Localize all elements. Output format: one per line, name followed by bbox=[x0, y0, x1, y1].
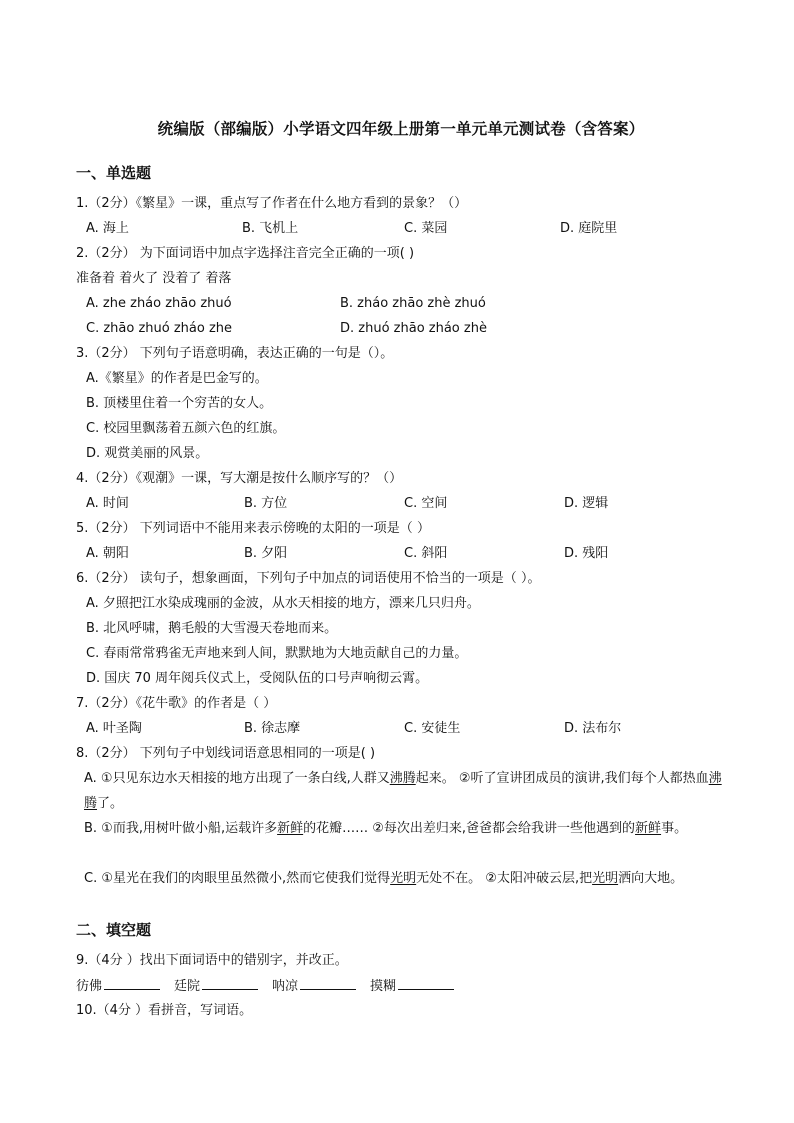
question-1-option-c: C. 菜园 bbox=[404, 221, 448, 236]
question-8-option-b: B. ①而我,用树叶做小船,运载许多新鲜的花瓣…… ②每次出差归来,爸爸都会给我讲一些他遇到的新鲜事。 bbox=[84, 821, 688, 836]
question-4-option-c: C. 空间 bbox=[404, 496, 448, 511]
question-1-option-a: A. 海上 bbox=[86, 221, 129, 236]
exam-page bbox=[76, 0, 726, 1123]
answer-blank[interactable] bbox=[104, 977, 160, 990]
question-9-words: 彷佛 廷院 呐凉 摸糊 bbox=[76, 977, 468, 996]
question-6-option-d: D. 国庆 70 周年阅兵仪式上，受阅队伍的口号声响彻云霄。 bbox=[86, 671, 429, 686]
question-5-option-b: B. 夕阳 bbox=[244, 546, 288, 561]
answer-blank[interactable] bbox=[300, 977, 356, 990]
question-6-stem: 6.（2分） 读句子，想象画面，下列句子中加点的词语使用不恰当的一项是（ ）。 bbox=[76, 571, 541, 586]
section-heading-fill-blank: 二、填空题 bbox=[76, 921, 152, 939]
question-2-option-c: C. zhāo zhuó zháo zhe bbox=[86, 321, 233, 336]
question-1-option-b: B. 飞机上 bbox=[242, 221, 299, 236]
section-heading-single-choice: 一、单选题 bbox=[76, 164, 152, 182]
question-8-stem: 8.（2分） 下列句子中划线词语意思相同的一项是( ) bbox=[76, 746, 376, 761]
page-title: 统编版（部编版）小学语文四年级上册第一单元单元测试卷（含答案） bbox=[157, 120, 645, 138]
question-5-option-a: A. 朝阳 bbox=[86, 546, 129, 561]
question-2-option-a: A. zhe zháo zhāo zhuó bbox=[86, 296, 232, 311]
question-7-option-c: C. 安徒生 bbox=[404, 721, 461, 736]
question-2-words: 准备着 着火了 没着了 着落 bbox=[76, 271, 232, 286]
question-3-option-a: A.《繁星》的作者是巴金写的。 bbox=[86, 371, 268, 386]
question-7-option-a: A. 叶圣陶 bbox=[86, 721, 142, 736]
answer-blank[interactable] bbox=[398, 977, 454, 990]
question-1-option-d: D. 庭院里 bbox=[560, 221, 618, 236]
question-8-option-a: A. ①只见东边水天相接的地方出现了一条白线,人群又沸腾起来。 ②听了宣讲团成员的演讲,我们每个人都热血沸腾了。 bbox=[84, 771, 722, 811]
question-7-option-b: B. 徐志摩 bbox=[244, 721, 301, 736]
question-5-stem: 5.（2分） 下列词语中不能用来表示傍晚的太阳的一项是（ ） bbox=[76, 521, 430, 536]
question-5-option-c: C. 斜阳 bbox=[404, 546, 448, 561]
question-4-option-b: B. 方位 bbox=[244, 496, 288, 511]
question-3-option-c: C. 校园里飘荡着五颜六色的红旗。 bbox=[86, 421, 286, 436]
underlined-word: 沸腾 bbox=[389, 771, 416, 786]
question-4-option-a: A. 时间 bbox=[86, 496, 129, 511]
question-3-stem: 3.（2分） 下列句子语意明确，表达正确的一句是（）。 bbox=[76, 346, 394, 361]
question-1-stem: 1.（2分）《繁星》一课，重点写了作者在什么地方看到的景象？（） bbox=[76, 196, 468, 211]
underlined-word: 新鲜 bbox=[277, 821, 304, 836]
question-8-option-c: C. ①星光在我们的肉眼里虽然微小,然而它使我们觉得光明无处不在。 ②太阳冲破云层,把光明洒向大地。 bbox=[84, 871, 684, 886]
question-6-option-a: A. 夕照把江水染成瑰丽的金波，从水天相接的地方，漂来几只归舟。 bbox=[86, 596, 480, 611]
question-2-option-d: D. zhuó zhāo zháo zhè bbox=[340, 321, 487, 336]
question-10-stem: 10.（4分 ）看拼音，写词语。 bbox=[76, 1003, 253, 1018]
question-3-option-d: D. 观赏美丽的风景。 bbox=[86, 446, 209, 461]
question-4-stem: 4.（2分）《观潮》一课，写大潮是按什么顺序写的？（） bbox=[76, 471, 403, 486]
question-4-option-d: D. 逻辑 bbox=[564, 496, 609, 511]
question-2-stem: 2.（2分） 为下面词语中加点字选择注音完全正确的一项( ) bbox=[76, 246, 415, 261]
question-6-option-c: C. 春雨常常鸦雀无声地来到人间，默默地为大地贡献自己的力量。 bbox=[86, 646, 468, 661]
question-3-option-b: B. 顶楼里住着一个穷苦的女人。 bbox=[86, 396, 273, 411]
question-2-option-b: B. zháo zhāo zhè zhuó bbox=[340, 296, 486, 311]
question-7-option-d: D. 法布尔 bbox=[564, 721, 622, 736]
underlined-word: 光明 bbox=[390, 871, 417, 886]
question-5-option-d: D. 残阳 bbox=[564, 546, 609, 561]
underlined-word: 沸腾 bbox=[84, 771, 722, 811]
question-7-stem: 7.（2分）《花牛歌》的作者是（ ） bbox=[76, 696, 277, 711]
question-6-option-b: B. 北风呼啸，鹅毛般的大雪漫天卷地而来。 bbox=[86, 621, 338, 636]
underlined-word: 新鲜 bbox=[635, 821, 662, 836]
question-9-stem: 9.（4分 ）找出下面词语中的错别字，并改正。 bbox=[76, 953, 348, 968]
answer-blank[interactable] bbox=[202, 977, 258, 990]
underlined-word: 光明 bbox=[592, 871, 619, 886]
